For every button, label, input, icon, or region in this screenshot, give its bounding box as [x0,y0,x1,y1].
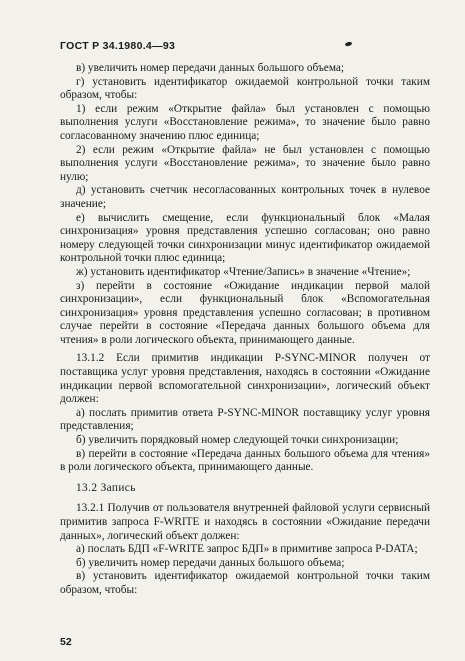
paragraph: е) вычислить смещение, если функциональный блок «Малая синхронизация» уровня представления успешно согласован; оно равно номеру следующей точки синхронизации минус идентификатор ожидаемой контрольной точки плюс единица; [60,211,430,265]
page-number: 52 [60,636,72,648]
document-header: ГОСТ Р 34.1980.4—93 [60,40,176,52]
ink-mark [345,41,353,47]
paragraph: з) перейти в состояние «Ожидание индикации первой малой синхронизации», если функциональный блок «Вспомогательная синхронизация» уровня представления успешно согласован; в противном случае перейти в состояние «Передача данных большого объема для чтения» в роли логического объекта, принимающего данные. [60,279,430,346]
paragraph: в) перейти в состояние «Передача данных большого объема для чтения» в роли логического объекта, принимающего данные. [60,447,430,474]
paragraph: 2) если режим «Открытие файла» не был установлен с помощью выполнения услуги «Восстановление режима», то значение было равно нулю; [60,143,430,183]
paragraph: а) послать БДП «F-WRITE запрос БДП» в примитиве запроса P-DATA; [76,543,418,556]
section-heading: 13.2 Запись [76,481,136,494]
paragraph: в) увеличить номер передачи данных большого объема; [76,62,345,74]
document-body [60,62,430,598]
paragraph: 13.2.1 Получив от пользователя внутренней файловой услуги сервисный примитив запроса F-WRITE и находясь в состоянии «Ожидание передачи данных», логический объект должен: [60,502,430,542]
paragraph: ж) установить идентификатор «Чтение/Запись» в значение «Чтение»; [76,265,411,278]
paragraph: б) увеличить порядковый номер следующей точки синхронизации; [76,434,399,447]
paragraph: 1) если режим «Открытие файла» был установлен с помощью выполнения услуги «Восстановление режима», то значение было равно согласованному значению плюс единица; [60,102,430,142]
paragraph: 13.1.2 Если примитив индикации P-SYNC-MINOR получен от поставщика услуг уровня представления, находясь в состоянии «Ожидание индикации первой вспомогательной синхронизации», логический объект должен: [60,352,430,406]
paragraph: в) установить идентификатор ожидаемой контрольной точки таким образом, чтобы: [60,570,430,596]
paragraph: а) послать примитив ответа P-SYNC-MINOR поставщику услуг уровня представления; [60,406,430,433]
paragraph: д) установить счетчик несогласованных контрольных точек в нулевое значение; [60,184,430,210]
paragraph: г) установить идентификатор ожидаемой контрольной точки таким образом, чтобы: [60,75,430,102]
paragraph: б) увеличить номер передачи данных большого объема; [76,556,345,569]
